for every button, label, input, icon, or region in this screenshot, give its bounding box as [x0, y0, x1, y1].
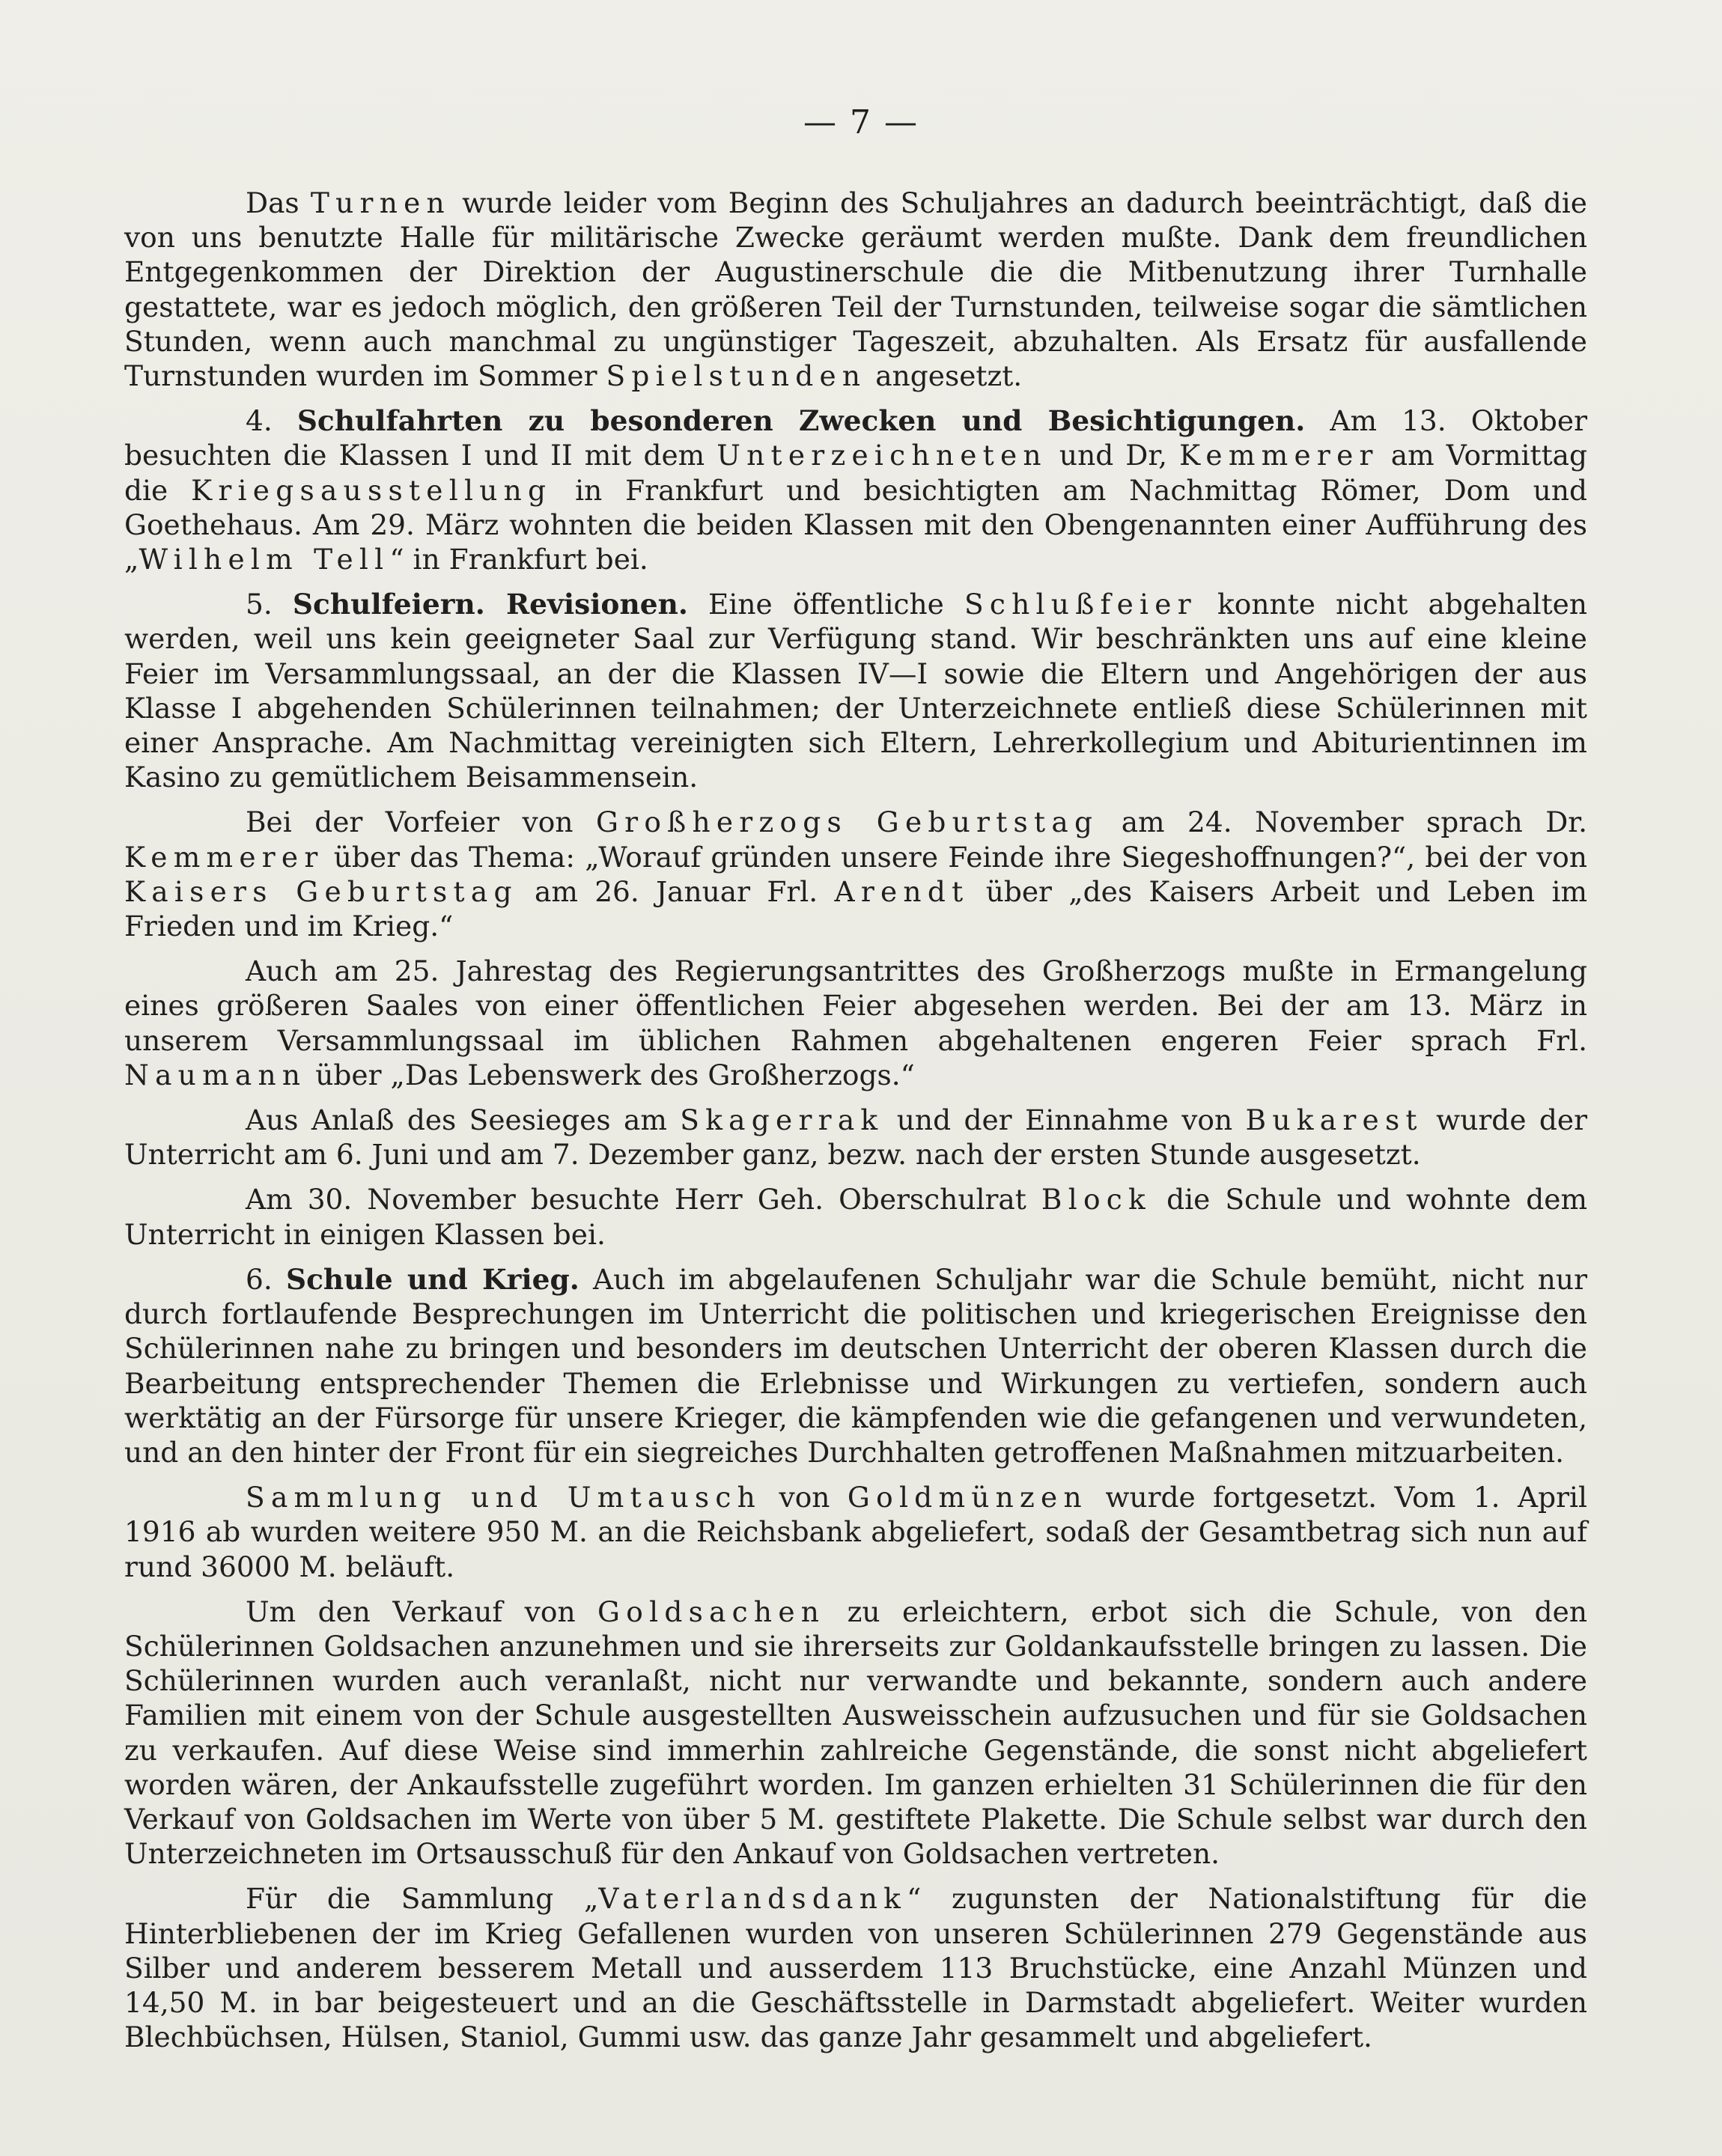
text-run: angesetzt. — [866, 359, 1023, 393]
text-run: die Schule und wohnte dem Unterricht in einigen Klassen bei. — [124, 1183, 1587, 1251]
text-run: Am 13. Oktober besuchten die Klassen I und II mit dem — [124, 404, 1587, 472]
spaced-emphasis: Arendt — [834, 874, 970, 908]
paragraph-goldsachen — [124, 1595, 1587, 1872]
text-run: über „Das Lebenswerk des Großherzogs.“ — [306, 1058, 915, 1091]
text-run: und der Einnahme von — [883, 1103, 1246, 1137]
spaced-emphasis: Kaisers Geburtstag — [124, 874, 518, 908]
spaced-emphasis: Block — [1041, 1183, 1152, 1216]
text-run: in Frankfurt und besichtigten am Nachmittag Römer, Dom und Goethehaus. Am 29. März wohnten die beiden Klassen mit den Obengenannten einer Aufführung des „ — [124, 473, 1587, 576]
text-run: Eine öffentliche — [687, 588, 964, 621]
paragraph-schulfahrten — [124, 404, 1587, 576]
text-run: über „des Kaisers Arbeit und Leben im Frieden und im Krieg.“ — [124, 874, 1588, 943]
text-run: Aus Anlaß des Seesieges am — [246, 1103, 681, 1137]
paragraph-besuch — [124, 1182, 1587, 1251]
spaced-emphasis: Unterzeichneten — [717, 439, 1047, 472]
text-run: Für die Sammlung „ — [246, 1882, 599, 1916]
text-run: wurde leider vom Beginn des Schuljahres an dadurch beeinträchtigt, daß die von uns benutzte Halle für militärische Zwecke geräumt werden mußte. Dank dem freundlichen Entgegenkommen der Direktion der Augustinerschule die die Mitbenutzung ihrer Turnhalle gestattete, war es jedoch möglich, den größeren Teil der Turnstunden, teilweise sogar die sämtlichen Stunden, wenn auch manchmal zu ungünstiger Tageszeit, abzuhalten. Als Ersatz für ausfallende Turnstunden wurden im Sommer — [124, 186, 1587, 393]
spaced-emphasis: Vaterlandsdank — [598, 1882, 907, 1916]
spaced-emphasis: Kriegsausstellung — [191, 473, 553, 507]
text-run: Das — [246, 186, 311, 219]
body-text — [124, 186, 1587, 2065]
text-run: Um den Verkauf von — [246, 1595, 598, 1628]
spaced-emphasis: Sammlung und Umtausch — [246, 1481, 762, 1514]
text-run: “ in Frankfurt bei. — [389, 543, 648, 576]
text-run: Bei der Vorfeier von — [246, 806, 596, 839]
spaced-emphasis: Naumann — [124, 1058, 307, 1091]
spaced-emphasis: Goldmünzen — [847, 1481, 1088, 1514]
text-run: zu erleichtern, erbot sich die Schule, von den Schülerinnen Goldsachen anzunehmen und sie ihrerseits zur Goldankaufsstelle bringen zu lassen. Die Schülerinnen wurden auch veranlaßt, nicht nur verwandte und bekannte, sondern auch andere Familien mit einem von der Schule ausgestellten Ausweisschein aufzusuchen und für sie Goldsachen zu verkaufen. Auf diese Weise sind immerhin zahlreiche Gegenstände, die sonst nicht abgeliefert worden wären, der Ankaufsstelle zugeführt worden. Im ganzen erhielten 31 Schülerinnen die für den Verkauf von Goldsachen im Werte von über 5 M. gestiftete Plakette. Die Schule selbst war durch den Unterzeichneten im Ortsausschuß für den Ankauf von Goldsachen vertreten. — [124, 1595, 1587, 1871]
paragraph-schulfeiern — [124, 587, 1587, 794]
text-run: 4. — [246, 404, 297, 438]
paragraph-jahrestag — [124, 954, 1587, 1092]
text-run: und Dr, — [1047, 439, 1180, 472]
page-number: — 7 — — [803, 103, 919, 141]
paragraph-goldmuenzen — [124, 1480, 1587, 1584]
text-run: “ zugunsten der Nationalstiftung für die Hinterbliebenen der im Krieg Gefallenen wurden von unseren Schülerinnen 279 Gegenstände aus Silber und anderem besserem Metall und ausserdem 113 Bruchstücke, eine Anzahl Münzen und 14,50 M. in bar beigesteuert und an die Geschäftsstelle in Darmstadt abgeliefert. Weiter wurden Blechbüchsen, Hülsen, Staniol, Gummi usw. das ganze Jahr gesammelt und abgeliefert. — [124, 1882, 1587, 2054]
text-run: Auch im abgelaufenen Schuljahr war die Schule bemüht, nicht nur durch fortlaufende Besprechungen im Unterricht die politischen und kriegerischen Ereignisse den Schülerinnen nahe zu bringen und besonders im deutschen Unterricht der oberen Klassen durch die Bearbeitung entsprechender Themen die Erlebnisse und Wirkungen zu vertiefen, sondern auch werktätig an der Fürsorge für unsere Krieger, die kämpfenden wie die gefangenen und verwundeten, und an den hinter der Front für ein siegreiches Durchhalten getroffenen Maßnahmen mitzuarbeiten. — [124, 1262, 1588, 1469]
text-run: Auch am 25. Jahrestag des Regierungsantrittes des Großherzogs mußte in Ermangelung eines größeren Saales von einer öffentlichen Feier abgesehen werden. Bei der am 13. März in unserem Versammlungssaal im üblichen Rahmen abgehaltenen engeren Feier sprach Frl. — [124, 954, 1587, 1057]
spaced-emphasis: Großherzogs Geburtstag — [595, 806, 1099, 839]
spaced-emphasis: Bukarest — [1245, 1103, 1423, 1137]
section-heading: Schulfahrten zu besonderen Zwecken und Besichtigungen. — [296, 404, 1306, 438]
spaced-emphasis: Schlußfeier — [964, 588, 1197, 621]
text-run: 6. — [246, 1262, 287, 1296]
text-run: wurde fortgesetzt. Vom 1. April 1916 ab wurden weitere 950 M. an die Reichsbank abgeliefert, sodaß der Gesamtbetrag sich nun auf rund 36000 M. beläuft. — [124, 1481, 1587, 1583]
spaced-emphasis: Kemmerer — [1179, 439, 1379, 472]
paragraph-vorfeier — [124, 805, 1587, 943]
paragraph-turnen — [124, 186, 1587, 393]
text-run: 5. — [246, 588, 293, 621]
spaced-emphasis: Spielstunden — [606, 359, 867, 393]
spaced-emphasis: Kemmerer — [124, 840, 324, 874]
text-run: Am 30. November besuchte Herr Geh. Oberschulrat — [246, 1183, 1041, 1216]
spaced-emphasis: Goldsachen — [597, 1595, 826, 1628]
paragraph-krieg — [124, 1262, 1587, 1470]
paragraph-seesieg — [124, 1103, 1587, 1172]
text-run: wurde der Unterricht am 6. Juni und am 7. Dezember ganz, bezw. nach der ersten Stunde ausgesetzt. — [124, 1103, 1587, 1172]
section-heading: Schulfeiern. Revisionen. — [292, 588, 688, 621]
spaced-emphasis: Skagerrak — [680, 1103, 884, 1137]
text-run: am Vormittag die — [124, 439, 1587, 507]
text-run: über das Thema: „Worauf gründen unsere Feinde ihre Siegeshoffnungen?“, bei der von — [323, 840, 1587, 874]
spaced-emphasis: Turnen — [310, 186, 451, 219]
text-run: am 24. November sprach Dr. — [1098, 806, 1587, 839]
text-run: konnte nicht abgehalten werden, weil uns kein geeigneter Saal zur Verfügung stand. Wir beschränkten uns auf eine kleine Feier im Versammlungssaal, an der die Klassen IV—I sowie die Eltern und Angehörigen der aus Klasse I abgehenden Schülerinnen teilnahmen; der Unterzeichnete entließ diese Schülerinnen mit einer Ansprache. Am Nachmittag vereinigten sich Eltern, Lehrerkollegium und Abiturientinnen im Kasino zu gemütlichem Beisammensein. — [124, 588, 1588, 794]
section-heading: Schule und Krieg. — [286, 1262, 579, 1296]
paragraph-vaterlandsdank — [124, 1881, 1587, 2054]
text-run: von — [761, 1481, 848, 1514]
spaced-emphasis: Wilhelm Tell — [139, 543, 390, 576]
text-run: am 26. Januar Frl. — [517, 874, 835, 908]
